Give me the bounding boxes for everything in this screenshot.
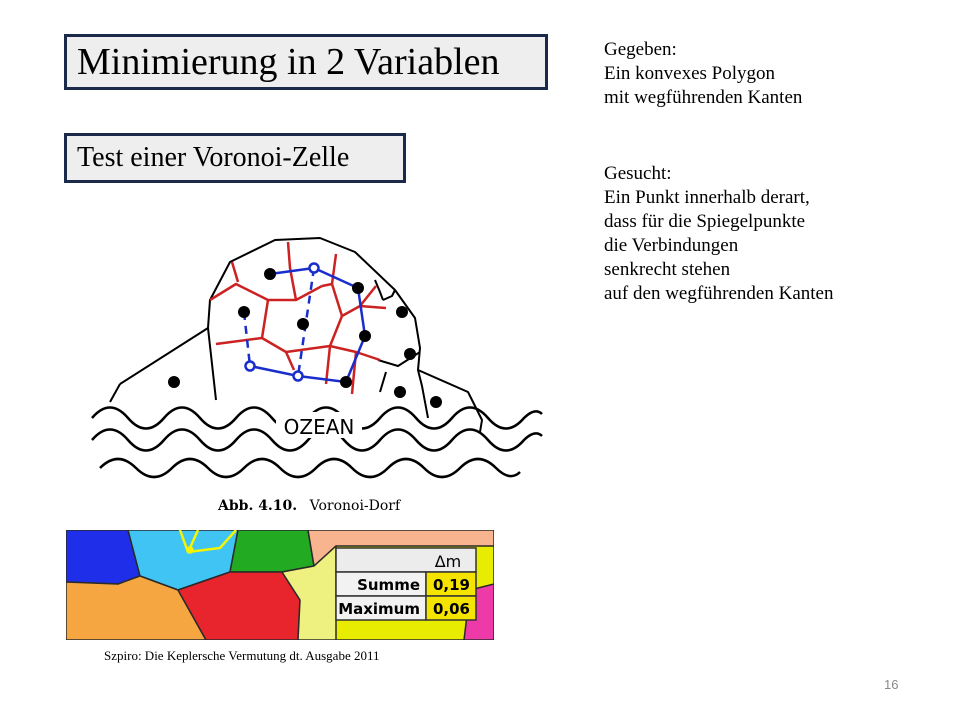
slide-subtitle: Test einer Voronoi-Zelle	[64, 133, 406, 183]
mirror-point	[310, 264, 319, 273]
village-left-edge	[110, 384, 120, 402]
house-dot	[430, 396, 442, 408]
cell-blue	[66, 530, 140, 584]
wave-line	[100, 459, 520, 477]
wanted-line: dass für die Spiegelpunkte	[604, 211, 806, 232]
given-heading: Gegeben:	[604, 39, 677, 60]
given-line: Ein konvexes Polygon	[604, 63, 775, 84]
house-dot	[404, 348, 416, 360]
cell-edge	[208, 328, 216, 400]
colored-voronoi-figure	[66, 530, 494, 640]
given-block	[604, 38, 802, 110]
cell-green	[230, 530, 314, 572]
voronoi-edge	[262, 338, 294, 370]
house-dot	[168, 376, 180, 388]
mirror-point	[294, 372, 303, 381]
voronoi-edge	[360, 306, 386, 308]
cell-edge	[375, 280, 383, 300]
voronoi-edge	[326, 346, 330, 384]
wanted-line: Ein Punkt innerhalb derart,	[604, 187, 810, 208]
house-dot	[297, 318, 309, 330]
village-outline	[120, 238, 482, 432]
citation: Szpiro: Die Keplersche Vermutung dt. Ausgabe 2011	[104, 648, 380, 663]
cell-edge	[380, 372, 386, 392]
voronoi-village-diagram	[86, 228, 548, 520]
caption-number: Abb. 4.10.	[218, 498, 298, 514]
voronoi-edge	[322, 254, 336, 286]
table-row-value: 0,19	[432, 576, 470, 594]
voronoi-edge	[210, 284, 322, 300]
delta-table	[336, 548, 476, 620]
caption-text: Voronoi-Dorf	[309, 498, 401, 514]
table-row-label: Summe	[357, 576, 420, 594]
table-header: Δm	[434, 552, 462, 571]
house-dot	[396, 306, 408, 318]
voronoi-edge	[232, 262, 238, 282]
cell-edge	[383, 290, 395, 300]
figure-caption	[217, 498, 402, 514]
wanted-line: senkrecht stehen	[604, 259, 731, 280]
house-dot	[340, 376, 352, 388]
cell-edge	[418, 370, 428, 418]
wanted-line: auf den wegführenden Kanten	[604, 283, 834, 304]
house-dot	[238, 306, 250, 318]
house-dot	[394, 386, 406, 398]
table-row-value: 0,06	[432, 600, 470, 618]
given-line: mit wegführenden Kanten	[604, 87, 803, 108]
wanted-block	[604, 162, 833, 306]
wanted-heading: Gesucht:	[604, 163, 672, 184]
slide-title: Minimierung in 2 Variablen	[64, 34, 548, 90]
house-dot	[264, 268, 276, 280]
house-dot	[359, 330, 371, 342]
wanted-line: die Verbindungen	[604, 235, 739, 256]
page-number: 16	[884, 677, 899, 692]
mirror-point	[246, 362, 255, 371]
house-dot	[352, 282, 364, 294]
ocean-label: OZEAN	[283, 415, 355, 439]
table-row-label: Maximum	[338, 600, 420, 618]
